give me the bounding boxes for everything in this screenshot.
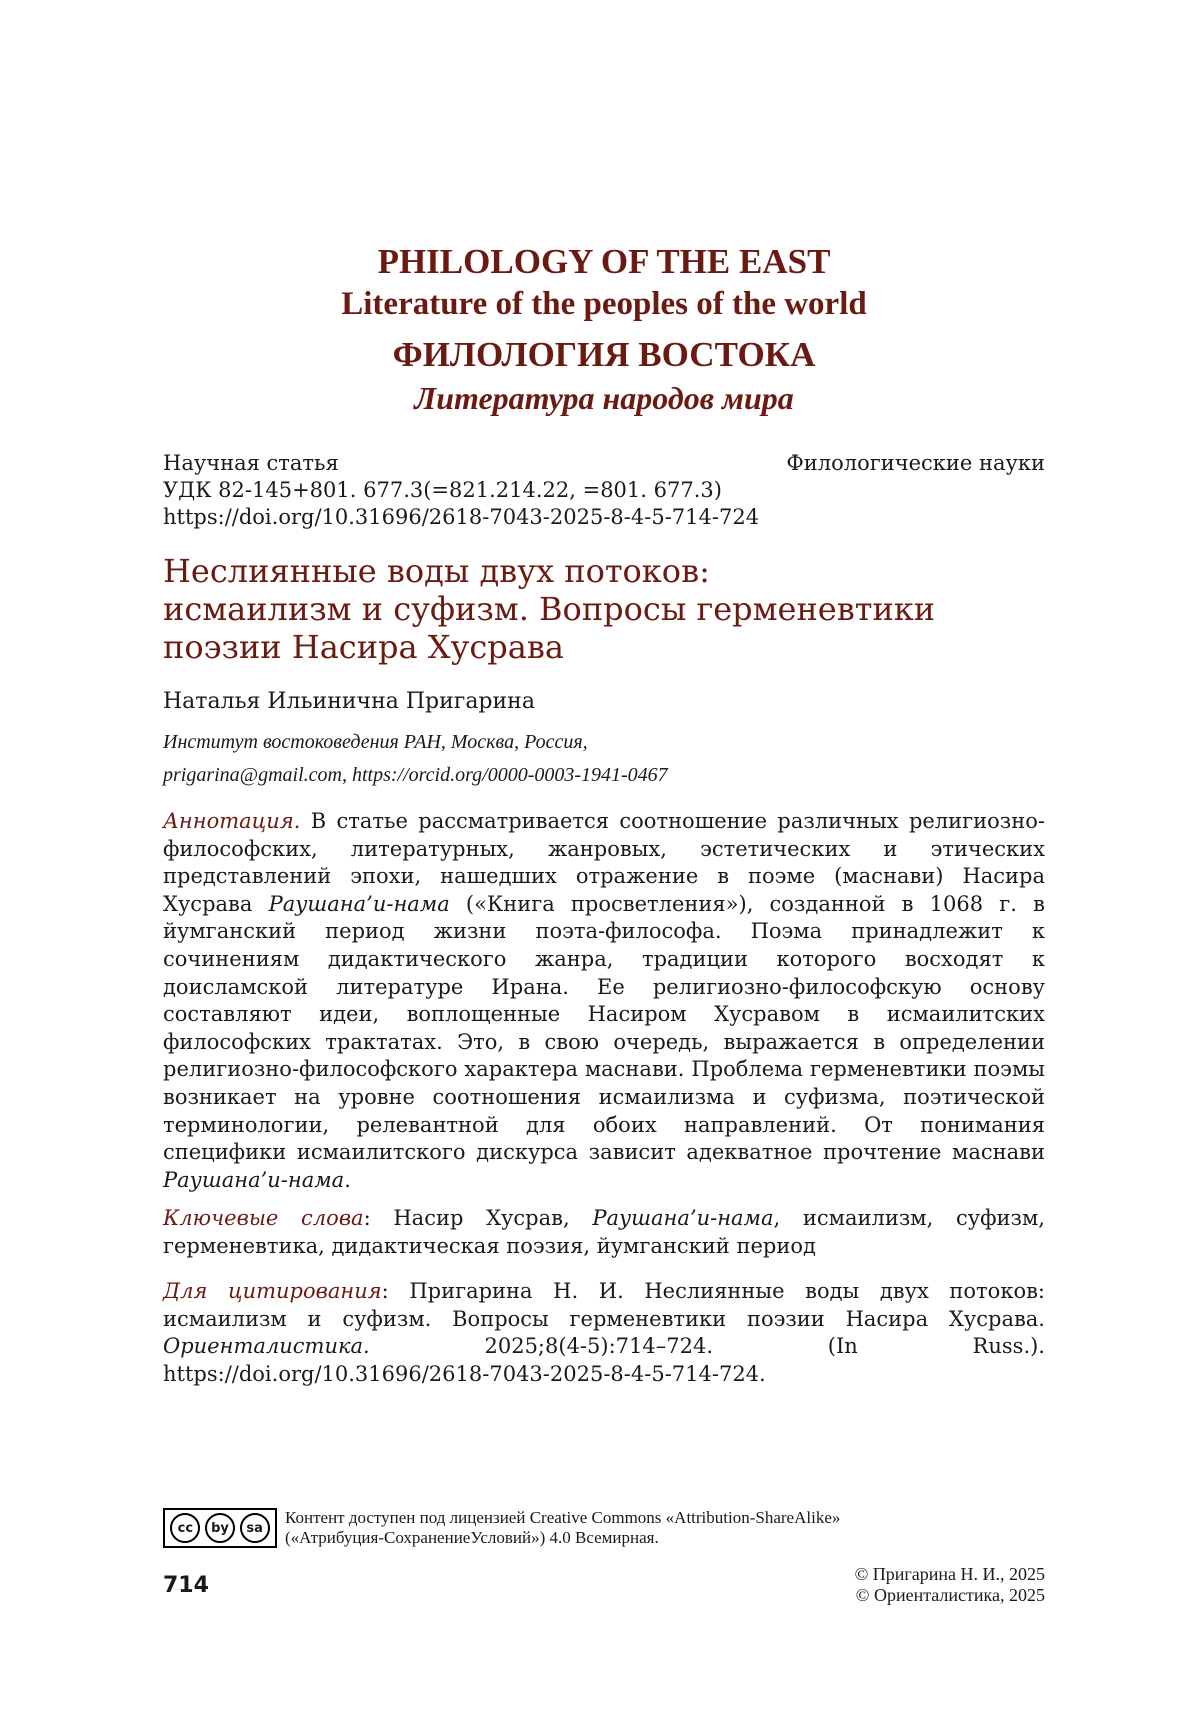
abstract-label: Аннотация.	[163, 809, 301, 833]
work-title: Раушана’и-нама	[268, 891, 450, 916]
cc-by-sa-badge[interactable]	[163, 1508, 277, 1548]
citation-sep: :	[381, 1279, 410, 1303]
meta-type-row	[163, 450, 1045, 477]
keywords-sep: :	[363, 1206, 394, 1230]
copyright-author: © Пригарина Н. И., 2025	[854, 1564, 1045, 1584]
author-affiliation	[163, 726, 668, 792]
article-field: Филологические науки	[786, 451, 1045, 475]
sa-icon: sa	[240, 1513, 270, 1543]
citation-label: Для цитирования	[163, 1279, 382, 1303]
keywords-text: , исмаилизм, суфизм, герменевтика, дидактическая поэзия, йумганский период	[163, 1206, 1045, 1258]
title-line: поэзии Насира Хусрава	[163, 628, 564, 666]
abstract-text: («Книга просветления»), созданной в 1068 г. в йумганский период жизни поэта-философа. Поэма принадлежит к сочинениям дидактического жанра, традиции которого восходят к доисламской литературе Ирана. Ее религиозно-философскую основу составляют идеи, воплощенные Насиром Хусравом в исмаилитских философских трактатах. Это, в свою очередь, выражается в определении религиозно-философского характера маснави. Проблема герменевтики поэмы возникает на уровне соотношения исмаилизма и суфизма, поэтической терминологии, релевантной для обоих направлений. От понимания специфики исмаилитского дискурса зависит адекватное прочтение маснави	[163, 891, 1045, 1165]
citation-text: Пригарина Н. И. Неслиянные воды двух потоков: исмаилизм и суфизм. Вопросы герменевтики поэзии Насира Хусрава.	[163, 1279, 1045, 1331]
affiliation-institute: Институт востоковедения РАН, Москва, Россия,	[163, 731, 588, 753]
article-type: Научная статья	[163, 451, 339, 475]
abstract-end: .	[344, 1167, 351, 1192]
license-line: Контент доступен под лицензией Creative Commons «Attribution-ShareAlike»	[285, 1508, 841, 1527]
copyright-journal: © Ориенталистика, 2025	[855, 1585, 1045, 1605]
by-icon: by	[205, 1513, 235, 1543]
journal-section-header	[163, 240, 1045, 418]
doi-link[interactable]: https://doi.org/10.31696/2618-7043-2025-8-4-5-714-724	[163, 505, 760, 529]
work-title: Раушана’и-нама	[163, 1167, 345, 1192]
author-name: Наталья Ильинична Пригарина	[163, 689, 535, 714]
abstract-text: В статье рассматривается соотношение различных религиозно-философских, литературных, жанровых, эстетических и этических представлений эпохи, нашедших отражение в поэме (маснави) Насира Хусрава	[163, 809, 1045, 916]
keywords-label: Ключевые слова	[163, 1206, 364, 1230]
article-meta	[163, 450, 1045, 531]
citation-text: 2025;8(4-5):714–724. (In Russ.). https://doi.org/10.31696/2618-7043-2025-8-4-5-714-724.	[163, 1334, 1045, 1386]
keywords	[163, 1205, 1045, 1260]
copyright	[855, 1564, 1045, 1606]
page-number: 714	[163, 1573, 209, 1598]
work-title: Раушана’и-нама	[592, 1206, 774, 1230]
article-title	[163, 552, 1045, 666]
journal-name: Ориенталистика.	[163, 1334, 370, 1359]
abstract	[163, 808, 1045, 1194]
keywords-text: Насир Хусрав,	[393, 1206, 593, 1230]
subsection-title-ru: Литература народов мира	[414, 380, 794, 416]
title-line: Неслиянные воды двух потоков:	[163, 552, 710, 590]
license-line: («Атрибуция-СохранениеУсловий») 4.0 Всемирная.	[285, 1528, 659, 1547]
udc-code: УДК 82-145+801. 677.3(=821.214.22, =801. 677.3)	[163, 478, 722, 502]
section-title-en: PHILOLOGY OF THE EAST	[377, 242, 831, 281]
citation	[163, 1278, 1045, 1388]
section-title-ru: ФИЛОЛОГИЯ ВОСТОКА	[392, 335, 816, 374]
license-notice	[163, 1508, 1045, 1548]
cc-icon: cc	[170, 1513, 200, 1543]
subsection-title-en: Literature of the peoples of the world	[341, 286, 867, 322]
license-text	[285, 1508, 840, 1548]
title-line: исмаилизм и суфизм. Вопросы герменевтики	[163, 590, 936, 628]
affiliation-contacts[interactable]: prigarina@gmail.com, https://orcid.org/0000-0003-1941-0467	[163, 764, 668, 786]
